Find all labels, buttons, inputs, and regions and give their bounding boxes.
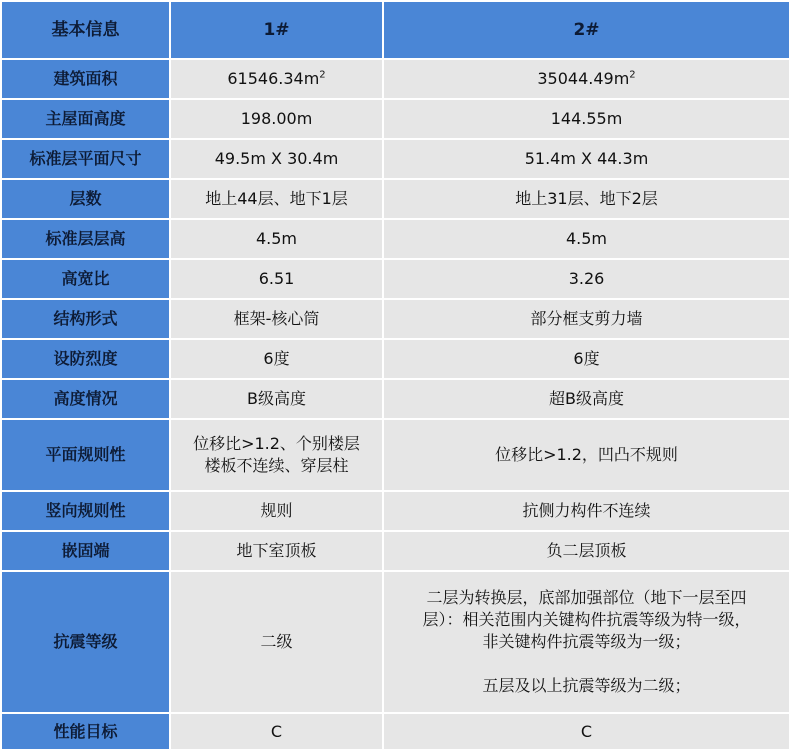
- row-label: 抗震等级: [1, 571, 170, 713]
- value-line: 非关键构件抗震等级为一级；: [482, 632, 691, 651]
- table-header-row: [1, 1, 789, 59]
- value-building-1: 规则: [170, 491, 383, 531]
- table-row-height-class: [1, 379, 789, 419]
- value-line: 五层及以上抗震等级为二级；: [482, 676, 691, 695]
- value-building-1: 框架-核心筒: [170, 299, 383, 339]
- table-row-storey-height: [1, 219, 789, 259]
- table-row-performance-target: [1, 713, 789, 750]
- table-row-structure-type: [1, 299, 789, 339]
- blank-line: [388, 653, 785, 675]
- table-row-vertical-regularity: [1, 491, 789, 531]
- row-label: 设防烈度: [1, 339, 170, 379]
- table-row-floors: [1, 179, 789, 219]
- value-building-1: 49.5m X 30.4m: [170, 139, 383, 179]
- value-building-1: 4.5m: [170, 219, 383, 259]
- row-label: 层数: [1, 179, 170, 219]
- header-label-cell: 基本信息: [1, 1, 170, 59]
- value-building-2: 3.26: [383, 259, 789, 299]
- value-building-1: 198.00m: [170, 99, 383, 139]
- value-line: 位移比>1.2、个别楼层: [193, 434, 360, 453]
- row-label: 主屋面高度: [1, 99, 170, 139]
- header-building-1: 1#: [170, 1, 383, 59]
- value-line: 楼板不连续、穿层柱: [204, 456, 349, 475]
- table-row-roof-height: [1, 99, 789, 139]
- value-building-2: 位移比>1.2，凹凸不规则: [383, 419, 789, 491]
- row-label: 平面规则性: [1, 419, 170, 491]
- header-building-2: 2#: [383, 1, 789, 59]
- value-building-2: 51.4m X 44.3m: [383, 139, 789, 179]
- value-building-1: B级高度: [170, 379, 383, 419]
- value-line: 二层为转换层，底部加强部位（地下一层至四: [426, 588, 747, 607]
- unit-superscript: 2: [629, 69, 636, 81]
- row-label: 嵌固端: [1, 531, 170, 571]
- row-label: 建筑面积: [1, 59, 170, 99]
- table-row-embedment: [1, 531, 789, 571]
- row-label: 高宽比: [1, 259, 170, 299]
- table-row-seismic-intensity: [1, 339, 789, 379]
- value-building-2: 超B级高度: [383, 379, 789, 419]
- value-line: 层）：相关范围内关键构件抗震等级为特一级，: [422, 610, 751, 629]
- value-building-1: [170, 419, 383, 491]
- value-building-2: 抗侧力构件不连续: [383, 491, 789, 531]
- value-text: 35044.49m: [537, 69, 630, 88]
- value-building-2: 4.5m: [383, 219, 789, 259]
- row-label: 竖向规则性: [1, 491, 170, 531]
- value-building-2: 地上31层、地下2层: [383, 179, 789, 219]
- value-building-1: 二级: [170, 571, 383, 713]
- value-building-1: 地下室顶板: [170, 531, 383, 571]
- value-building-2: [383, 59, 789, 99]
- value-building-1: 6度: [170, 339, 383, 379]
- value-building-2: 6度: [383, 339, 789, 379]
- table-row-floor-area: [1, 59, 789, 99]
- table-row-plan-size: [1, 139, 789, 179]
- value-building-1: 6.51: [170, 259, 383, 299]
- row-label: 性能目标: [1, 713, 170, 750]
- value-building-2: 负二层顶板: [383, 531, 789, 571]
- row-label: 结构形式: [1, 299, 170, 339]
- value-building-1: C: [170, 713, 383, 750]
- row-label: 标准层层高: [1, 219, 170, 259]
- value-building-2: [383, 571, 789, 713]
- table-row-aspect-ratio: [1, 259, 789, 299]
- value-building-1: [170, 59, 383, 99]
- value-building-2: C: [383, 713, 789, 750]
- value-building-1: 地上44层、地下1层: [170, 179, 383, 219]
- row-label: 高度情况: [1, 379, 170, 419]
- value-building-2: 144.55m: [383, 99, 789, 139]
- value-building-2: 部分框支剪力墙: [383, 299, 789, 339]
- value-text: 61546.34m: [227, 69, 320, 88]
- unit-superscript: 2: [319, 69, 326, 81]
- table-row-seismic-grade: [1, 571, 789, 713]
- row-label: 标准层平面尺寸: [1, 139, 170, 179]
- table-row-plan-regularity: [1, 419, 789, 491]
